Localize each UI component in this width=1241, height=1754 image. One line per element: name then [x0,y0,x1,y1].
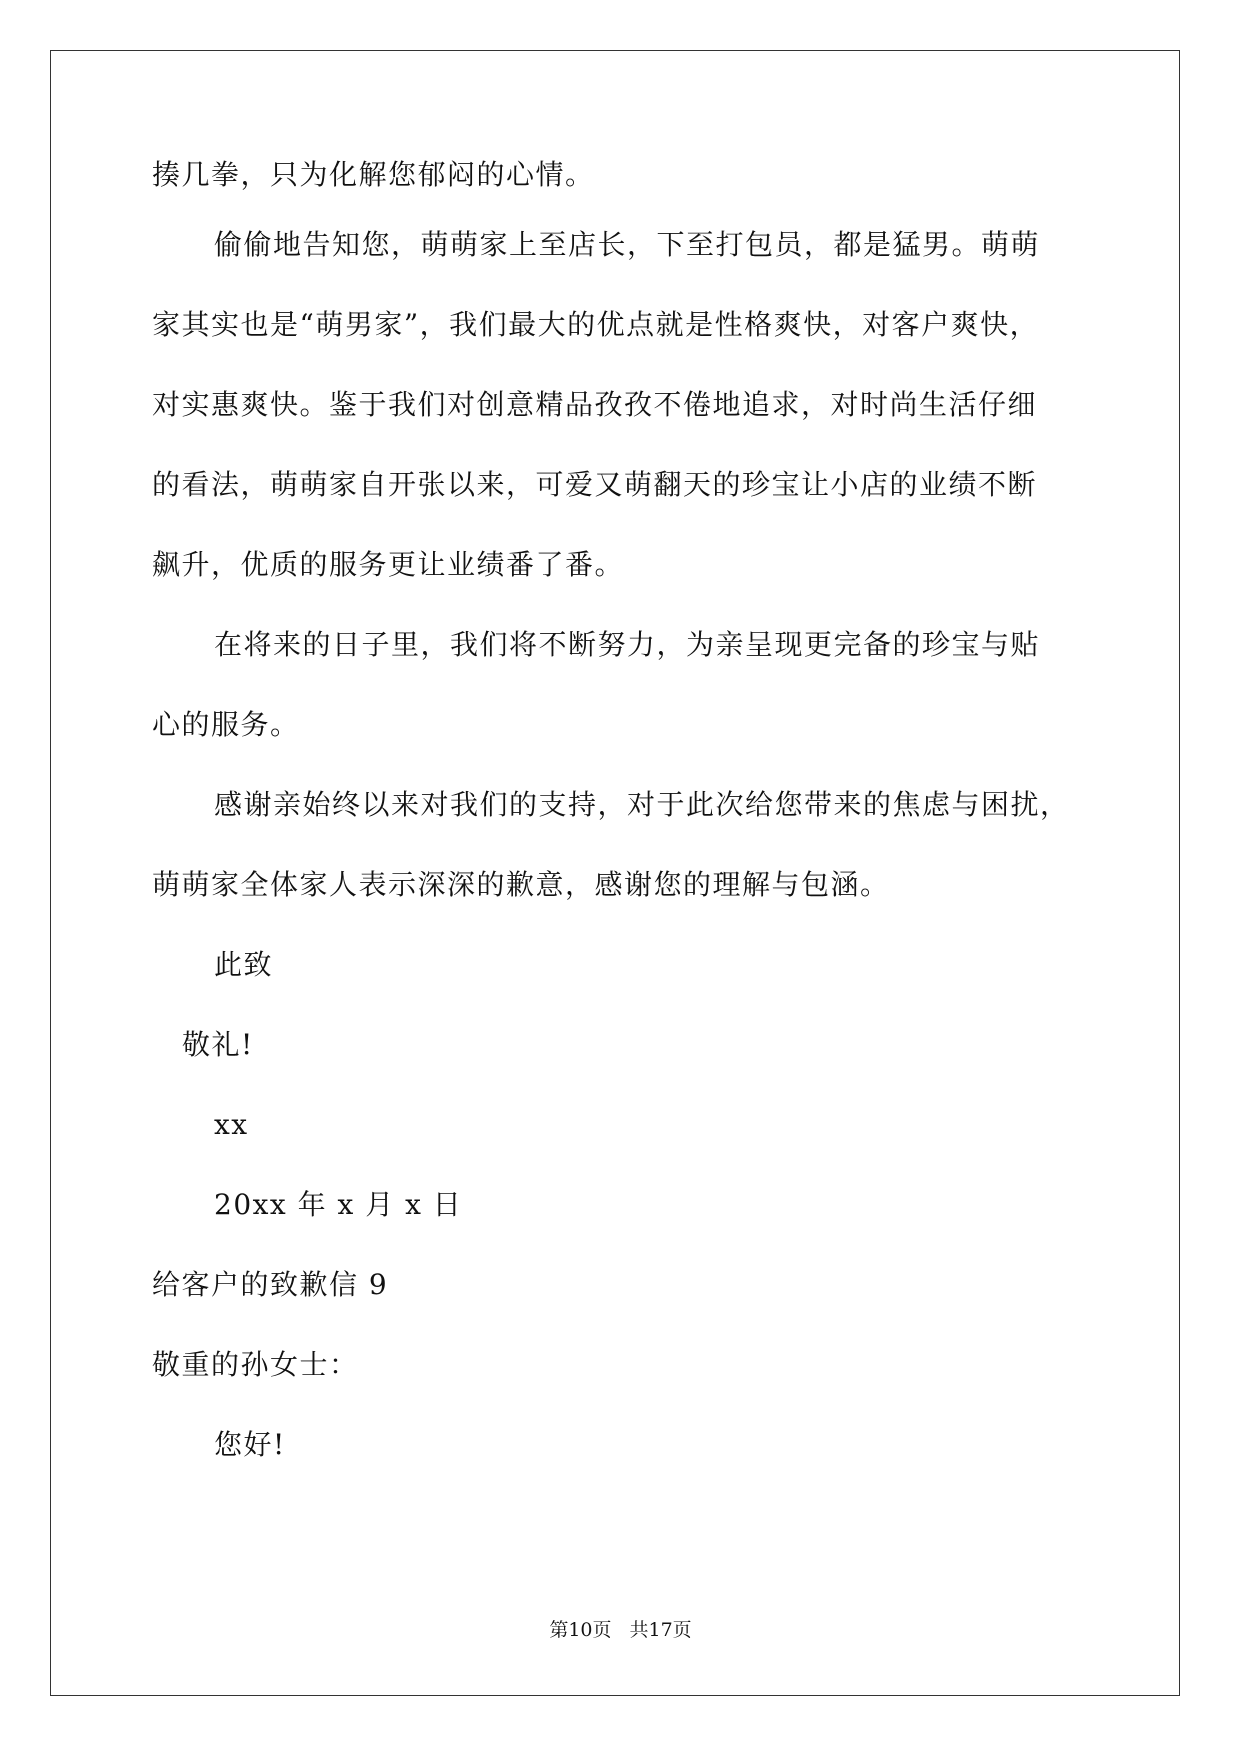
paragraph-line: 的看法，萌萌家自开张以来，可爱又萌翻天的珍宝让小店的业绩不断 [152,468,1038,501]
paragraph-line: 飙升，优质的服务更让业绩番了番。 [152,548,625,581]
signature-name: xx [214,1108,249,1141]
paragraph-line: 揍几拳，只为化解您郁闷的心情。 [152,158,595,191]
page-total: 共17页 [629,1619,692,1641]
letter-heading: 给客户的致歉信 9 [152,1268,389,1301]
paragraph-line: 家其实也是“萌男家”，我们最大的优点就是性格爽快，对客户爽快， [152,308,1040,341]
greeting-line: 敬重的孙女士： [152,1348,359,1381]
paragraph-line: 萌萌家全体家人表示深深的歉意，感谢您的理解与包涵。 [152,868,890,901]
page-number: 第10页 [549,1619,612,1641]
paragraph-line: 偷偷地告知您，萌萌家上至店长，下至打包员，都是猛男。萌萌 [214,228,1041,261]
greeting-line: 您好! [214,1428,286,1461]
signature-date: 20xx 年 x 月 x 日 [214,1188,463,1221]
paragraph-line: 感谢亲始终以来对我们的支持，对于此次给您带来的焦虑与困扰， [214,788,1070,821]
paragraph-line: 心的服务。 [152,708,300,741]
closing-line: 此致 [214,948,274,981]
paragraph-line: 对实惠爽快。鉴于我们对创意精品孜孜不倦地追求，对时尚生活仔细 [152,388,1038,421]
salutation-line: 敬礼! [182,1028,254,1061]
page-footer [0,1618,1241,1642]
paragraph-line: 在将来的日子里，我们将不断努力，为亲呈现更完备的珍宝与贴 [214,628,1041,661]
